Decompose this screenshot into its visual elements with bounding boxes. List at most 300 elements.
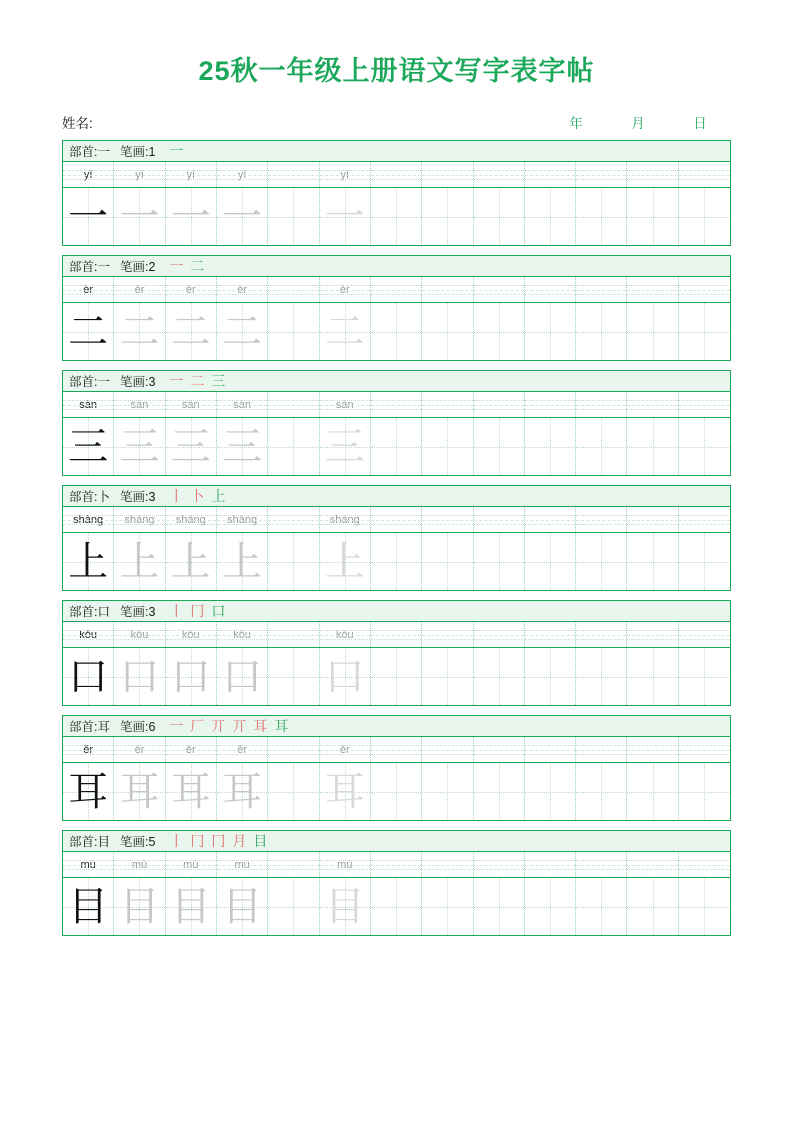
pinyin-cell[interactable] [217,622,268,647]
pinyin-cell[interactable] [114,852,165,877]
pinyin-cell[interactable] [63,737,114,762]
character-block [62,715,731,821]
writing-cell[interactable] [422,763,473,820]
pinyin-guideline [63,290,113,291]
stroke-order-step: 一 [169,718,184,734]
writing-cell[interactable] [576,533,627,590]
pinyin-cell[interactable] [679,162,730,187]
grid-horizontal-guide [422,562,472,563]
writing-cell[interactable] [63,648,114,705]
pinyin-cell[interactable] [679,622,730,647]
pinyin-cell[interactable] [627,507,678,532]
pinyin-cell[interactable] [371,507,422,532]
writing-cell[interactable] [371,648,422,705]
writing-cell[interactable] [474,533,525,590]
writing-cell[interactable] [422,533,473,590]
writing-cell[interactable] [576,878,627,935]
pinyin-guideline [525,635,575,636]
writing-cell[interactable] [63,418,114,475]
pinyin-cell[interactable] [422,737,473,762]
pinyin-guideline [627,290,677,291]
pinyin-cell[interactable] [422,622,473,647]
writing-cell[interactable] [474,763,525,820]
radical-info: 部首:目 [69,835,110,849]
writing-cell[interactable] [627,533,678,590]
pinyin-text: yī [340,168,349,181]
pinyin-text: mù [183,858,199,871]
writing-cell[interactable] [217,878,268,935]
writing-cell[interactable] [114,648,165,705]
pinyin-cell[interactable] [371,162,422,187]
writing-cell[interactable] [217,648,268,705]
pinyin-text: èr [185,283,196,296]
writing-cell[interactable] [217,303,268,360]
grid-horizontal-guide [268,907,318,908]
writing-cell[interactable] [63,763,114,820]
pinyin-cell[interactable] [320,507,371,532]
stroke-count-info: 笔画:3 [119,605,156,619]
writing-cell[interactable] [166,878,217,935]
pinyin-cell[interactable] [474,622,525,647]
stroke-order-sequence [169,144,183,158]
pinyin-cell[interactable] [371,737,422,762]
character-block [62,140,731,246]
pinyin-cell[interactable] [63,622,114,647]
pinyin-cell[interactable] [371,277,422,302]
character-block [62,370,731,476]
pinyin-cell[interactable] [268,277,319,302]
writing-cell[interactable] [268,648,319,705]
pinyin-cell[interactable] [627,622,678,647]
pinyin-cell[interactable] [166,852,217,877]
pinyin-guideline [63,175,113,176]
pinyin-cell[interactable] [63,277,114,302]
writing-cell[interactable] [268,188,319,245]
writing-cell[interactable] [63,188,114,245]
pinyin-cell[interactable] [474,277,525,302]
grid-horizontal-guide [474,792,524,793]
pinyin-cell[interactable] [422,852,473,877]
pinyin-guideline [627,405,677,406]
grid-horizontal-guide [679,907,730,908]
writing-cell[interactable] [166,188,217,245]
practice-character: 上 [68,538,109,585]
writing-cell[interactable] [525,188,576,245]
pinyin-row [63,507,730,533]
pinyin-cell[interactable] [268,852,319,877]
grid-horizontal-guide [525,792,575,793]
grid-horizontal-guide [422,217,472,218]
pinyin-cell[interactable] [679,507,730,532]
pinyin-cell[interactable] [576,737,627,762]
pinyin-cell[interactable] [166,507,217,532]
pinyin-cell[interactable] [627,392,678,417]
pinyin-cell[interactable] [268,162,319,187]
pinyin-text: èr [134,283,145,296]
pinyin-guideline [474,175,524,176]
writing-cell[interactable] [371,878,422,935]
writing-cell[interactable] [474,418,525,475]
writing-cell[interactable] [679,648,730,705]
writing-cell[interactable] [114,878,165,935]
writing-cell[interactable] [627,878,678,935]
writing-cell[interactable] [627,188,678,245]
grid-horizontal-guide [679,677,730,678]
writing-cell[interactable] [474,878,525,935]
writing-cell[interactable] [320,648,371,705]
writing-cell[interactable] [679,188,730,245]
pinyin-cell[interactable] [525,622,576,647]
pinyin-text: yī [83,168,93,181]
pinyin-guideline [525,865,575,866]
writing-cell[interactable] [422,648,473,705]
writing-cell[interactable] [63,878,114,935]
writing-cell[interactable] [320,533,371,590]
pinyin-cell[interactable] [217,392,268,417]
pinyin-cell[interactable] [268,737,319,762]
grid-horizontal-guide [371,217,421,218]
pinyin-cell[interactable] [166,162,217,187]
pinyin-text: shàng [73,513,104,526]
stroke-order-step: 上 [211,488,226,504]
writing-cell[interactable] [525,303,576,360]
pinyin-guideline [576,290,626,291]
writing-cell[interactable] [371,418,422,475]
pinyin-cell[interactable] [474,737,525,762]
pinyin-cell[interactable] [166,737,217,762]
pinyin-guideline [320,750,370,751]
pinyin-cell[interactable] [422,392,473,417]
pinyin-cell[interactable] [422,507,473,532]
block-header [63,371,730,392]
pinyin-cell[interactable] [525,507,576,532]
practice-character: 口 [222,653,263,700]
pinyin-cell[interactable] [576,277,627,302]
pinyin-guideline [268,635,318,636]
pinyin-cell[interactable] [474,162,525,187]
stroke-order-step: 丨 [169,603,184,619]
grid-horizontal-guide [268,332,318,333]
stroke-order-step: 二 [190,258,205,274]
stroke-order-step: 冂 [190,833,205,849]
practice-character: 二 [324,308,365,355]
pinyin-cell[interactable] [114,277,165,302]
pinyin-cell[interactable] [576,507,627,532]
writing-cell[interactable] [320,303,371,360]
pinyin-cell[interactable] [217,277,268,302]
writing-cell[interactable] [679,533,730,590]
writing-cell[interactable] [217,533,268,590]
pinyin-cell[interactable] [114,507,165,532]
writing-cell[interactable] [627,418,678,475]
writing-cell[interactable] [576,418,627,475]
practice-character: 口 [68,653,109,700]
pinyin-cell[interactable] [525,162,576,187]
pinyin-cell[interactable] [422,162,473,187]
writing-cell[interactable] [576,763,627,820]
writing-cell[interactable] [525,418,576,475]
pinyin-cell[interactable] [63,162,114,187]
writing-cell[interactable] [63,533,114,590]
writing-cell[interactable] [576,188,627,245]
pinyin-cell[interactable] [371,392,422,417]
pinyin-guideline [525,175,575,176]
writing-row [63,648,730,705]
stroke-order-sequence [169,719,288,733]
pinyin-guideline [474,865,524,866]
pinyin-cell[interactable] [320,622,371,647]
writing-cell[interactable] [474,188,525,245]
writing-cell[interactable] [679,763,730,820]
pinyin-cell[interactable] [114,392,165,417]
practice-character: 耳 [119,768,160,815]
writing-cell[interactable] [217,418,268,475]
pinyin-cell[interactable] [627,852,678,877]
pinyin-cell[interactable] [525,852,576,877]
writing-cell[interactable] [576,648,627,705]
writing-cell[interactable] [576,303,627,360]
pinyin-cell[interactable] [166,622,217,647]
writing-cell[interactable] [422,188,473,245]
pinyin-cell[interactable] [627,162,678,187]
pinyin-cell[interactable] [576,392,627,417]
practice-character: 口 [170,653,211,700]
grid-horizontal-guide [679,447,730,448]
pinyin-cell[interactable] [217,162,268,187]
pinyin-guideline [422,405,472,406]
grid-horizontal-guide [474,562,524,563]
practice-character: 一 [222,193,263,240]
practice-character: 耳 [170,768,211,815]
pinyin-cell[interactable] [268,622,319,647]
pinyin-cell[interactable] [576,162,627,187]
day-label: 日 [693,116,707,131]
writing-cell[interactable] [114,763,165,820]
stroke-count-info: 笔画:6 [119,720,156,734]
pinyin-cell[interactable] [576,622,627,647]
writing-cell[interactable] [525,648,576,705]
pinyin-guideline [474,290,524,291]
writing-cell[interactable] [166,303,217,360]
grid-horizontal-guide [268,792,318,793]
writing-cell[interactable] [525,878,576,935]
pinyin-cell[interactable] [320,852,371,877]
practice-character: 二 [222,308,263,355]
pinyin-cell[interactable] [63,392,114,417]
date-fields [545,112,731,132]
writing-cell[interactable] [422,878,473,935]
grid-horizontal-guide [371,677,421,678]
grid-horizontal-guide [627,907,677,908]
pinyin-guideline [474,405,524,406]
pinyin-cell[interactable] [371,852,422,877]
pinyin-cell[interactable] [217,737,268,762]
writing-cell[interactable] [114,533,165,590]
pinyin-cell[interactable] [320,277,371,302]
writing-cell[interactable] [268,533,319,590]
practice-character: 目 [68,883,109,930]
pinyin-cell[interactable] [627,277,678,302]
stroke-order-step: 一 [169,143,184,159]
pinyin-cell[interactable] [114,622,165,647]
pinyin-cell[interactable] [679,852,730,877]
writing-cell[interactable] [114,418,165,475]
character-block [62,255,731,361]
grid-horizontal-guide [422,792,472,793]
practice-character: 二 [119,308,160,355]
pinyin-guideline [217,750,267,751]
writing-cell[interactable] [320,878,371,935]
pinyin-guideline [679,405,730,406]
pinyin-guideline [217,520,267,521]
pinyin-text: sān [181,398,200,411]
pinyin-cell[interactable] [679,392,730,417]
writing-cell[interactable] [679,878,730,935]
writing-cell[interactable] [268,303,319,360]
grid-horizontal-guide [268,447,318,448]
writing-row [63,418,730,475]
writing-cell[interactable] [525,533,576,590]
pinyin-cell[interactable] [371,622,422,647]
pinyin-cell[interactable] [422,277,473,302]
writing-row [63,763,730,820]
writing-cell[interactable] [627,763,678,820]
pinyin-guideline [268,175,318,176]
character-block [62,485,731,591]
pinyin-cell[interactable] [474,507,525,532]
writing-cell[interactable] [422,418,473,475]
writing-cell[interactable] [422,303,473,360]
writing-cell[interactable] [371,763,422,820]
pinyin-cell[interactable] [474,392,525,417]
pinyin-guideline [627,520,677,521]
writing-cell[interactable] [268,763,319,820]
grid-horizontal-guide [474,447,524,448]
pinyin-text: kǒu [335,628,354,641]
pinyin-cell[interactable] [627,737,678,762]
pinyin-guideline [217,290,267,291]
pinyin-guideline [525,750,575,751]
writing-cell[interactable] [371,303,422,360]
pinyin-cell[interactable] [114,162,165,187]
writing-cell[interactable] [320,418,371,475]
pinyin-guideline [371,175,421,176]
pinyin-text: mù [337,858,353,871]
writing-row [63,878,730,935]
radical-info: 部首:一 [69,145,110,159]
writing-cell[interactable] [217,763,268,820]
pinyin-guideline [63,405,113,406]
pinyin-cell[interactable] [114,737,165,762]
pinyin-row [63,737,730,763]
writing-cell[interactable] [166,763,217,820]
grid-horizontal-guide [627,217,677,218]
pinyin-cell[interactable] [166,277,217,302]
practice-character: 一 [170,193,211,240]
writing-cell[interactable] [474,648,525,705]
pinyin-cell[interactable] [679,277,730,302]
writing-cell[interactable] [268,418,319,475]
pinyin-cell[interactable] [525,277,576,302]
writing-cell[interactable] [166,648,217,705]
writing-cell[interactable] [166,418,217,475]
writing-cell[interactable] [320,763,371,820]
pinyin-guideline [320,520,370,521]
practice-character: 上 [324,538,365,585]
practice-character: 二 [170,308,211,355]
grid-horizontal-guide [525,447,575,448]
pinyin-cell[interactable] [320,392,371,417]
writing-cell[interactable] [679,418,730,475]
pinyin-cell[interactable] [217,852,268,877]
pinyin-cell[interactable] [166,392,217,417]
writing-cell[interactable] [627,648,678,705]
block-header [63,256,730,277]
writing-cell[interactable] [371,533,422,590]
practice-character: 上 [222,538,263,585]
pinyin-text: sān [335,398,354,411]
pinyin-cell[interactable] [268,392,319,417]
writing-cell[interactable] [114,303,165,360]
pinyin-cell[interactable] [63,507,114,532]
pinyin-guideline [627,865,677,866]
grid-horizontal-guide [576,332,626,333]
pinyin-guideline [679,175,730,176]
stroke-order-step: 丨 [169,833,184,849]
stroke-count-info: 笔画:3 [119,490,156,504]
radical-info: 部首:一 [69,260,110,274]
writing-cell[interactable] [371,188,422,245]
pinyin-cell[interactable] [63,852,114,877]
pinyin-cell[interactable] [474,852,525,877]
writing-cell[interactable] [114,188,165,245]
pinyin-guideline [320,865,370,866]
stroke-order-step: 二 [190,373,205,389]
pinyin-text: sān [130,398,149,411]
pinyin-cell[interactable] [525,392,576,417]
grid-horizontal-guide [268,217,318,218]
writing-cell[interactable] [63,303,114,360]
writing-cell[interactable] [679,303,730,360]
writing-cell[interactable] [166,533,217,590]
pinyin-guideline [679,865,730,866]
grid-horizontal-guide [474,332,524,333]
pinyin-cell[interactable] [268,507,319,532]
writing-cell[interactable] [320,188,371,245]
writing-cell[interactable] [627,303,678,360]
pinyin-text: ěr [339,743,350,756]
writing-cell[interactable] [474,303,525,360]
pinyin-guideline [114,405,164,406]
block-header [63,486,730,507]
pinyin-cell[interactable] [679,737,730,762]
pinyin-text: mù [80,858,96,871]
pinyin-cell[interactable] [320,162,371,187]
month-label: 月 [631,116,645,131]
writing-cell[interactable] [268,878,319,935]
pinyin-cell[interactable] [525,737,576,762]
pinyin-text: mù [131,858,148,871]
grid-horizontal-guide [525,332,575,333]
pinyin-guideline [525,520,575,521]
pinyin-cell[interactable] [217,507,268,532]
pinyin-cell[interactable] [576,852,627,877]
practice-character: 目 [222,883,263,930]
writing-cell[interactable] [525,763,576,820]
pinyin-guideline [114,750,164,751]
writing-cell[interactable] [217,188,268,245]
pinyin-cell[interactable] [320,737,371,762]
